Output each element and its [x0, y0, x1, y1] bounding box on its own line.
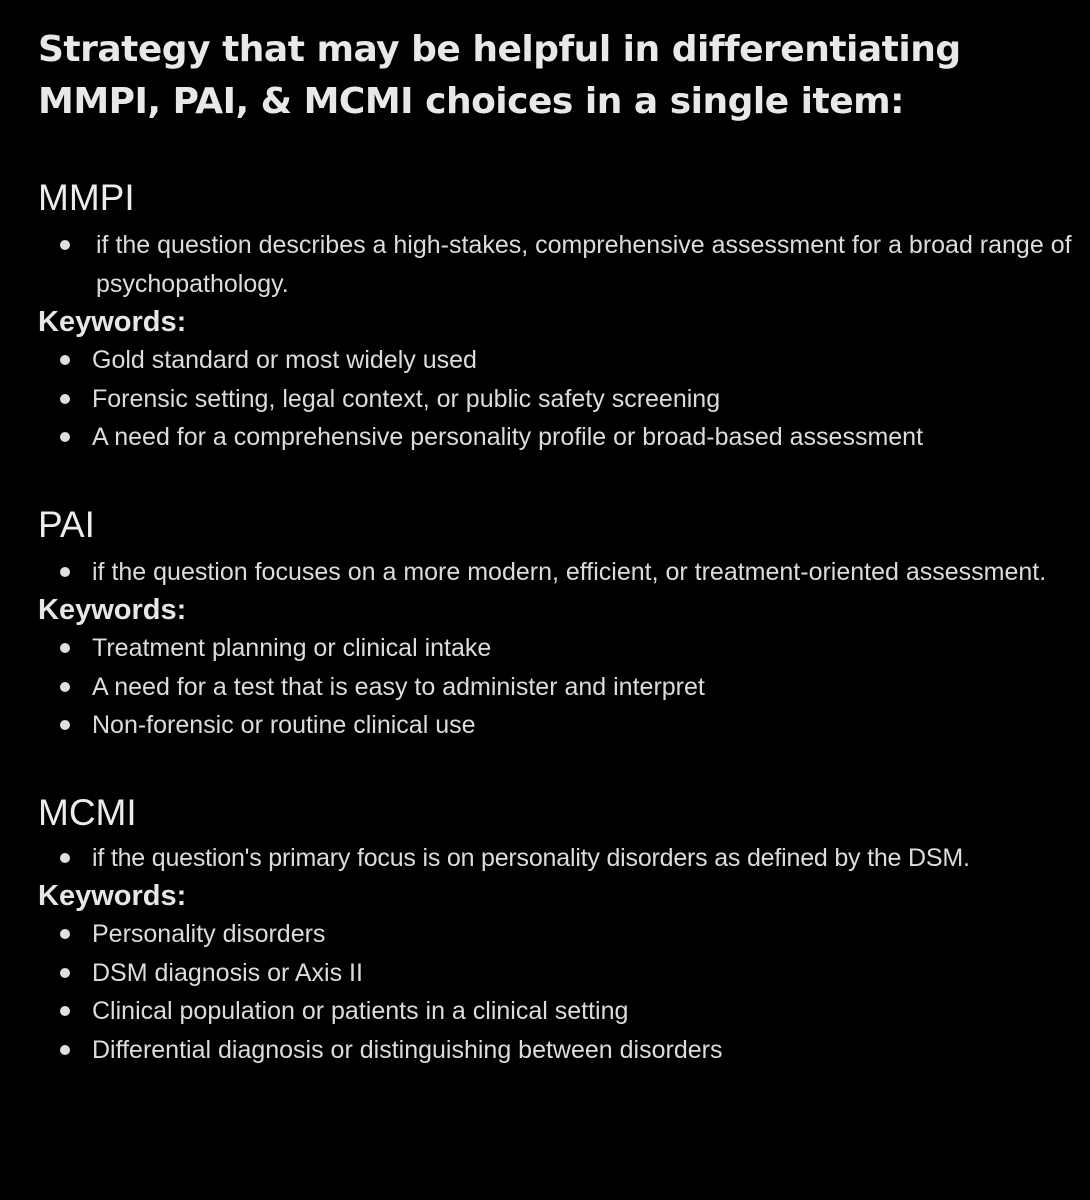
bullet-icon [60, 929, 70, 939]
keyword-text: Treatment planning or clinical intake [92, 634, 492, 662]
keyword-item [38, 992, 1083, 1031]
section-mmpi [38, 176, 1083, 457]
keywords-list [38, 629, 1083, 745]
bullet-icon [60, 720, 70, 730]
bullet-icon [60, 682, 70, 692]
description-item [38, 553, 1083, 592]
keyword-item [38, 629, 1083, 668]
description-item [38, 226, 1083, 303]
document [38, 24, 1083, 1069]
keyword-text: Personality disorders [92, 920, 326, 948]
keywords-label: Keywords: [38, 594, 187, 626]
keyword-text: Gold standard or most widely used [92, 346, 477, 374]
section-mcmi [38, 791, 1083, 1070]
keyword-text: Forensic setting, legal context, or public safety screening [92, 384, 721, 413]
bullet-icon [60, 567, 70, 577]
section-pai [38, 503, 1083, 745]
keyword-item [38, 380, 1083, 419]
keyword-text: Differential diagnosis or distinguishing between disorders [92, 1035, 723, 1064]
description-list [38, 553, 1083, 592]
section-heading-mcmi: MCMI [38, 791, 137, 833]
bullet-icon [60, 355, 70, 365]
section-heading-pai: PAI [38, 503, 95, 545]
description-list [38, 839, 1083, 878]
bullet-icon [60, 394, 70, 404]
section-heading-mmpi: MMPI [38, 177, 135, 218]
keyword-item [38, 915, 1083, 954]
keyword-item [38, 706, 1083, 745]
description-list [38, 226, 1083, 303]
keyword-item [38, 341, 1083, 380]
keywords-label: Keywords: [38, 306, 187, 338]
bullet-icon [60, 240, 70, 250]
keyword-item [38, 1031, 1083, 1070]
description-item [38, 839, 1083, 878]
keywords-label: Keywords: [38, 880, 187, 912]
description-text: if the question's primary focus is on personality disorders as defined by the DSM. [92, 843, 970, 872]
keyword-text: DSM diagnosis or Axis II [92, 958, 363, 987]
keywords-list [38, 341, 1083, 457]
bullet-icon [60, 643, 70, 653]
keyword-text: Clinical population or patients in a clinical setting [92, 997, 629, 1025]
description-text: if the question focuses on a more modern, efficient, or treatment-oriented assessment. [92, 557, 1047, 586]
bullet-icon [60, 968, 70, 978]
bullet-icon [60, 853, 70, 863]
page-title: Strategy that may be helpful in differentiating MMPI, PAI, & MCMI choices in a single item: [38, 29, 961, 122]
keyword-item [38, 954, 1083, 993]
bullet-icon [60, 1006, 70, 1016]
keyword-text: A need for a comprehensive personality profile or broad-based assessment [92, 423, 924, 451]
description-text: if the question describes a high-stakes, comprehensive assessment for a broad range of psychopathology. [96, 231, 1072, 298]
keyword-text: A need for a test that is easy to administer and interpret [92, 672, 705, 701]
keyword-item [38, 418, 1083, 457]
keyword-text: Non-forensic or routine clinical use [92, 711, 476, 739]
keyword-item [38, 668, 1083, 707]
keywords-list [38, 915, 1083, 1069]
bullet-icon [60, 432, 70, 442]
bullet-icon [60, 1045, 70, 1055]
